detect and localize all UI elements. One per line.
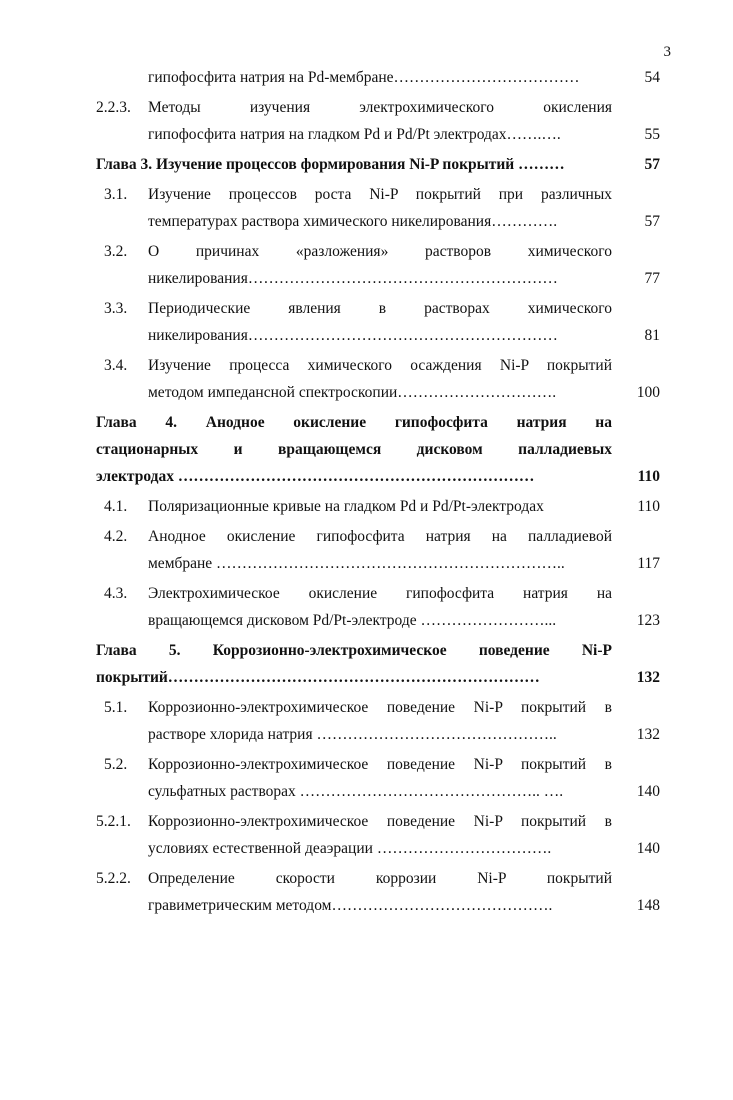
- toc-entry-title: [148, 865, 624, 919]
- toc-entry-line: растворе хлорида натрия ………………………………………..: [148, 726, 557, 743]
- toc-section-number: 4.3.: [104, 585, 128, 602]
- toc-page-number: 77: [644, 270, 660, 287]
- table-of-contents: [96, 64, 660, 922]
- toc-entry-line: гипофосфита натрия на Pd-мембране………………………………: [148, 69, 580, 86]
- page-number: 3: [663, 44, 671, 60]
- toc-page-number: 110: [637, 498, 660, 515]
- toc-entry-title: [148, 181, 624, 235]
- toc-page-number: 57: [644, 213, 660, 230]
- toc-section-number: 4.1.: [104, 498, 128, 515]
- toc-section-number: 3.3.: [104, 300, 128, 317]
- toc-page-number: 100: [636, 384, 660, 401]
- toc-entry-title: [148, 94, 624, 148]
- toc-entry-line: мембране …………………………………………………………..: [148, 555, 565, 572]
- toc-entry-line: методом импедансной спектроскопии………………………….: [148, 384, 557, 401]
- toc-section-entry: [96, 751, 660, 805]
- toc-section-entry: [96, 523, 660, 577]
- toc-entry-title: [96, 637, 624, 691]
- toc-section-number: 5.2.1.: [96, 813, 131, 830]
- toc-entry-title: [96, 409, 624, 490]
- toc-section-number: 5.2.2.: [96, 870, 131, 887]
- toc-entry-line: О причинах «разложения» растворов химического: [148, 243, 612, 260]
- toc-page-number: 55: [644, 126, 660, 143]
- row-spacer: [96, 919, 660, 922]
- toc-entry-title: [148, 751, 624, 805]
- toc-entry-title: [148, 295, 624, 349]
- toc-entry-line: условиях естественной деаэрации …………………………….: [148, 840, 552, 857]
- toc-entry-title: [148, 694, 624, 748]
- toc-entry-line: температурах раствора химического никелирования………….: [148, 213, 558, 230]
- toc-section-number: 3.4.: [104, 357, 128, 374]
- toc-entry-title: [148, 352, 624, 406]
- toc-chapter-entry: [96, 151, 660, 178]
- toc-chapter-entry: [96, 637, 660, 691]
- toc-section-entry: [96, 865, 660, 919]
- toc-entry-line: Изучение процесса химического осаждения Ni-P покрытий: [148, 357, 612, 374]
- toc-page-number: 117: [637, 555, 660, 572]
- toc-entry-line: никелирования……………………………………………………: [148, 270, 558, 287]
- toc-entry-line: покрытий………………………………………………………………: [96, 669, 540, 686]
- toc-page-number: 54: [644, 69, 660, 86]
- toc-entry-line: Определение скорости коррозии Ni-P покрытий: [148, 870, 612, 887]
- toc-section-entry: [96, 352, 660, 406]
- toc-section-entry: [96, 238, 660, 292]
- toc-section-entry: [96, 94, 660, 148]
- toc-entry-line: Методы изучения электрохимического окисления: [148, 99, 612, 116]
- toc-entry-line: Коррозионно-электрохимическое поведение Ni-P покрытий в: [148, 756, 612, 773]
- toc-section-entry: [96, 580, 660, 634]
- toc-entry-title: [148, 808, 624, 862]
- toc-section-number: 3.2.: [104, 243, 128, 260]
- toc-entry-line: вращающемся дисковом Pd/Pt-электроде ……………………...: [148, 612, 557, 629]
- toc-section-entry: [96, 64, 660, 91]
- toc-page-number: 110: [637, 468, 660, 485]
- toc-entry-line: стационарных и вращающемся дисковом палладиевых: [96, 441, 612, 458]
- toc-page-number: 148: [636, 897, 660, 914]
- toc-entry-line: сульфатных растворах ……………………………………….. ….: [148, 783, 564, 800]
- toc-section-entry: [96, 493, 660, 520]
- toc-entry-line: Коррозионно-электрохимическое поведение Ni-P покрытий в: [148, 813, 612, 830]
- toc-entry-line: никелирования……………………………………………………: [148, 327, 558, 344]
- toc-section-entry: [96, 295, 660, 349]
- toc-entry-line: электродах ……………………………………………………………: [96, 468, 535, 485]
- toc-section-entry: [96, 808, 660, 862]
- toc-entry-line: Поляризационные кривые на гладком Pd и Pd/Pt-электродах: [148, 498, 544, 515]
- toc-entry-title: [148, 580, 624, 634]
- toc-page-number: 123: [636, 612, 660, 629]
- toc-entry-title: [148, 64, 624, 91]
- toc-entry-title: [96, 151, 624, 178]
- toc-entry-title: [148, 238, 624, 292]
- toc-entry-line: Электрохимическое окисление гипофосфита натрия на: [148, 585, 612, 602]
- toc-section-number: 2.2.3.: [96, 99, 131, 116]
- toc-page-number: 132: [636, 669, 660, 686]
- toc-page-number: 132: [636, 726, 660, 743]
- toc-entry-line: гипофосфита натрия на гладком Pd и Pd/Pt электродах…….….: [148, 126, 561, 143]
- toc-entry-line: Анодное окисление гипофосфита натрия на палладиевой: [148, 528, 612, 545]
- toc-entry-line: Глава 4. Анодное окисление гипофосфита натрия на: [96, 414, 612, 431]
- toc-section-number: 5.2.: [104, 756, 128, 773]
- toc-entry-title: [148, 493, 624, 520]
- toc-entry-line: Коррозионно-электрохимическое поведение Ni-P покрытий в: [148, 699, 612, 716]
- toc-section-entry: [96, 181, 660, 235]
- toc-entry-title: [148, 523, 624, 577]
- toc-page-number: 140: [636, 840, 660, 857]
- toc-page-number: 81: [644, 327, 660, 344]
- toc-page-number: 57: [644, 156, 660, 173]
- toc-entry-line: Глава 3. Изучение процессов формирования Ni-P покрытий ………: [96, 156, 565, 173]
- toc-entry-line: гравиметрическим методом…………………………………….: [148, 897, 553, 914]
- toc-section-entry: [96, 694, 660, 748]
- toc-section-number: 3.1.: [104, 186, 128, 203]
- toc-page-number: 140: [636, 783, 660, 800]
- toc-section-number: 4.2.: [104, 528, 128, 545]
- toc-chapter-entry: [96, 409, 660, 490]
- toc-entry-line: Изучение процессов роста Ni-P покрытий при различных: [148, 186, 612, 203]
- toc-entry-line: Глава 5. Коррозионно-электрохимическое поведение Ni-P: [96, 642, 612, 659]
- toc-entry-line: Периодические явления в растворах химического: [148, 300, 612, 317]
- toc-section-number: [96, 64, 148, 91]
- toc-section-number: 5.1.: [104, 699, 128, 716]
